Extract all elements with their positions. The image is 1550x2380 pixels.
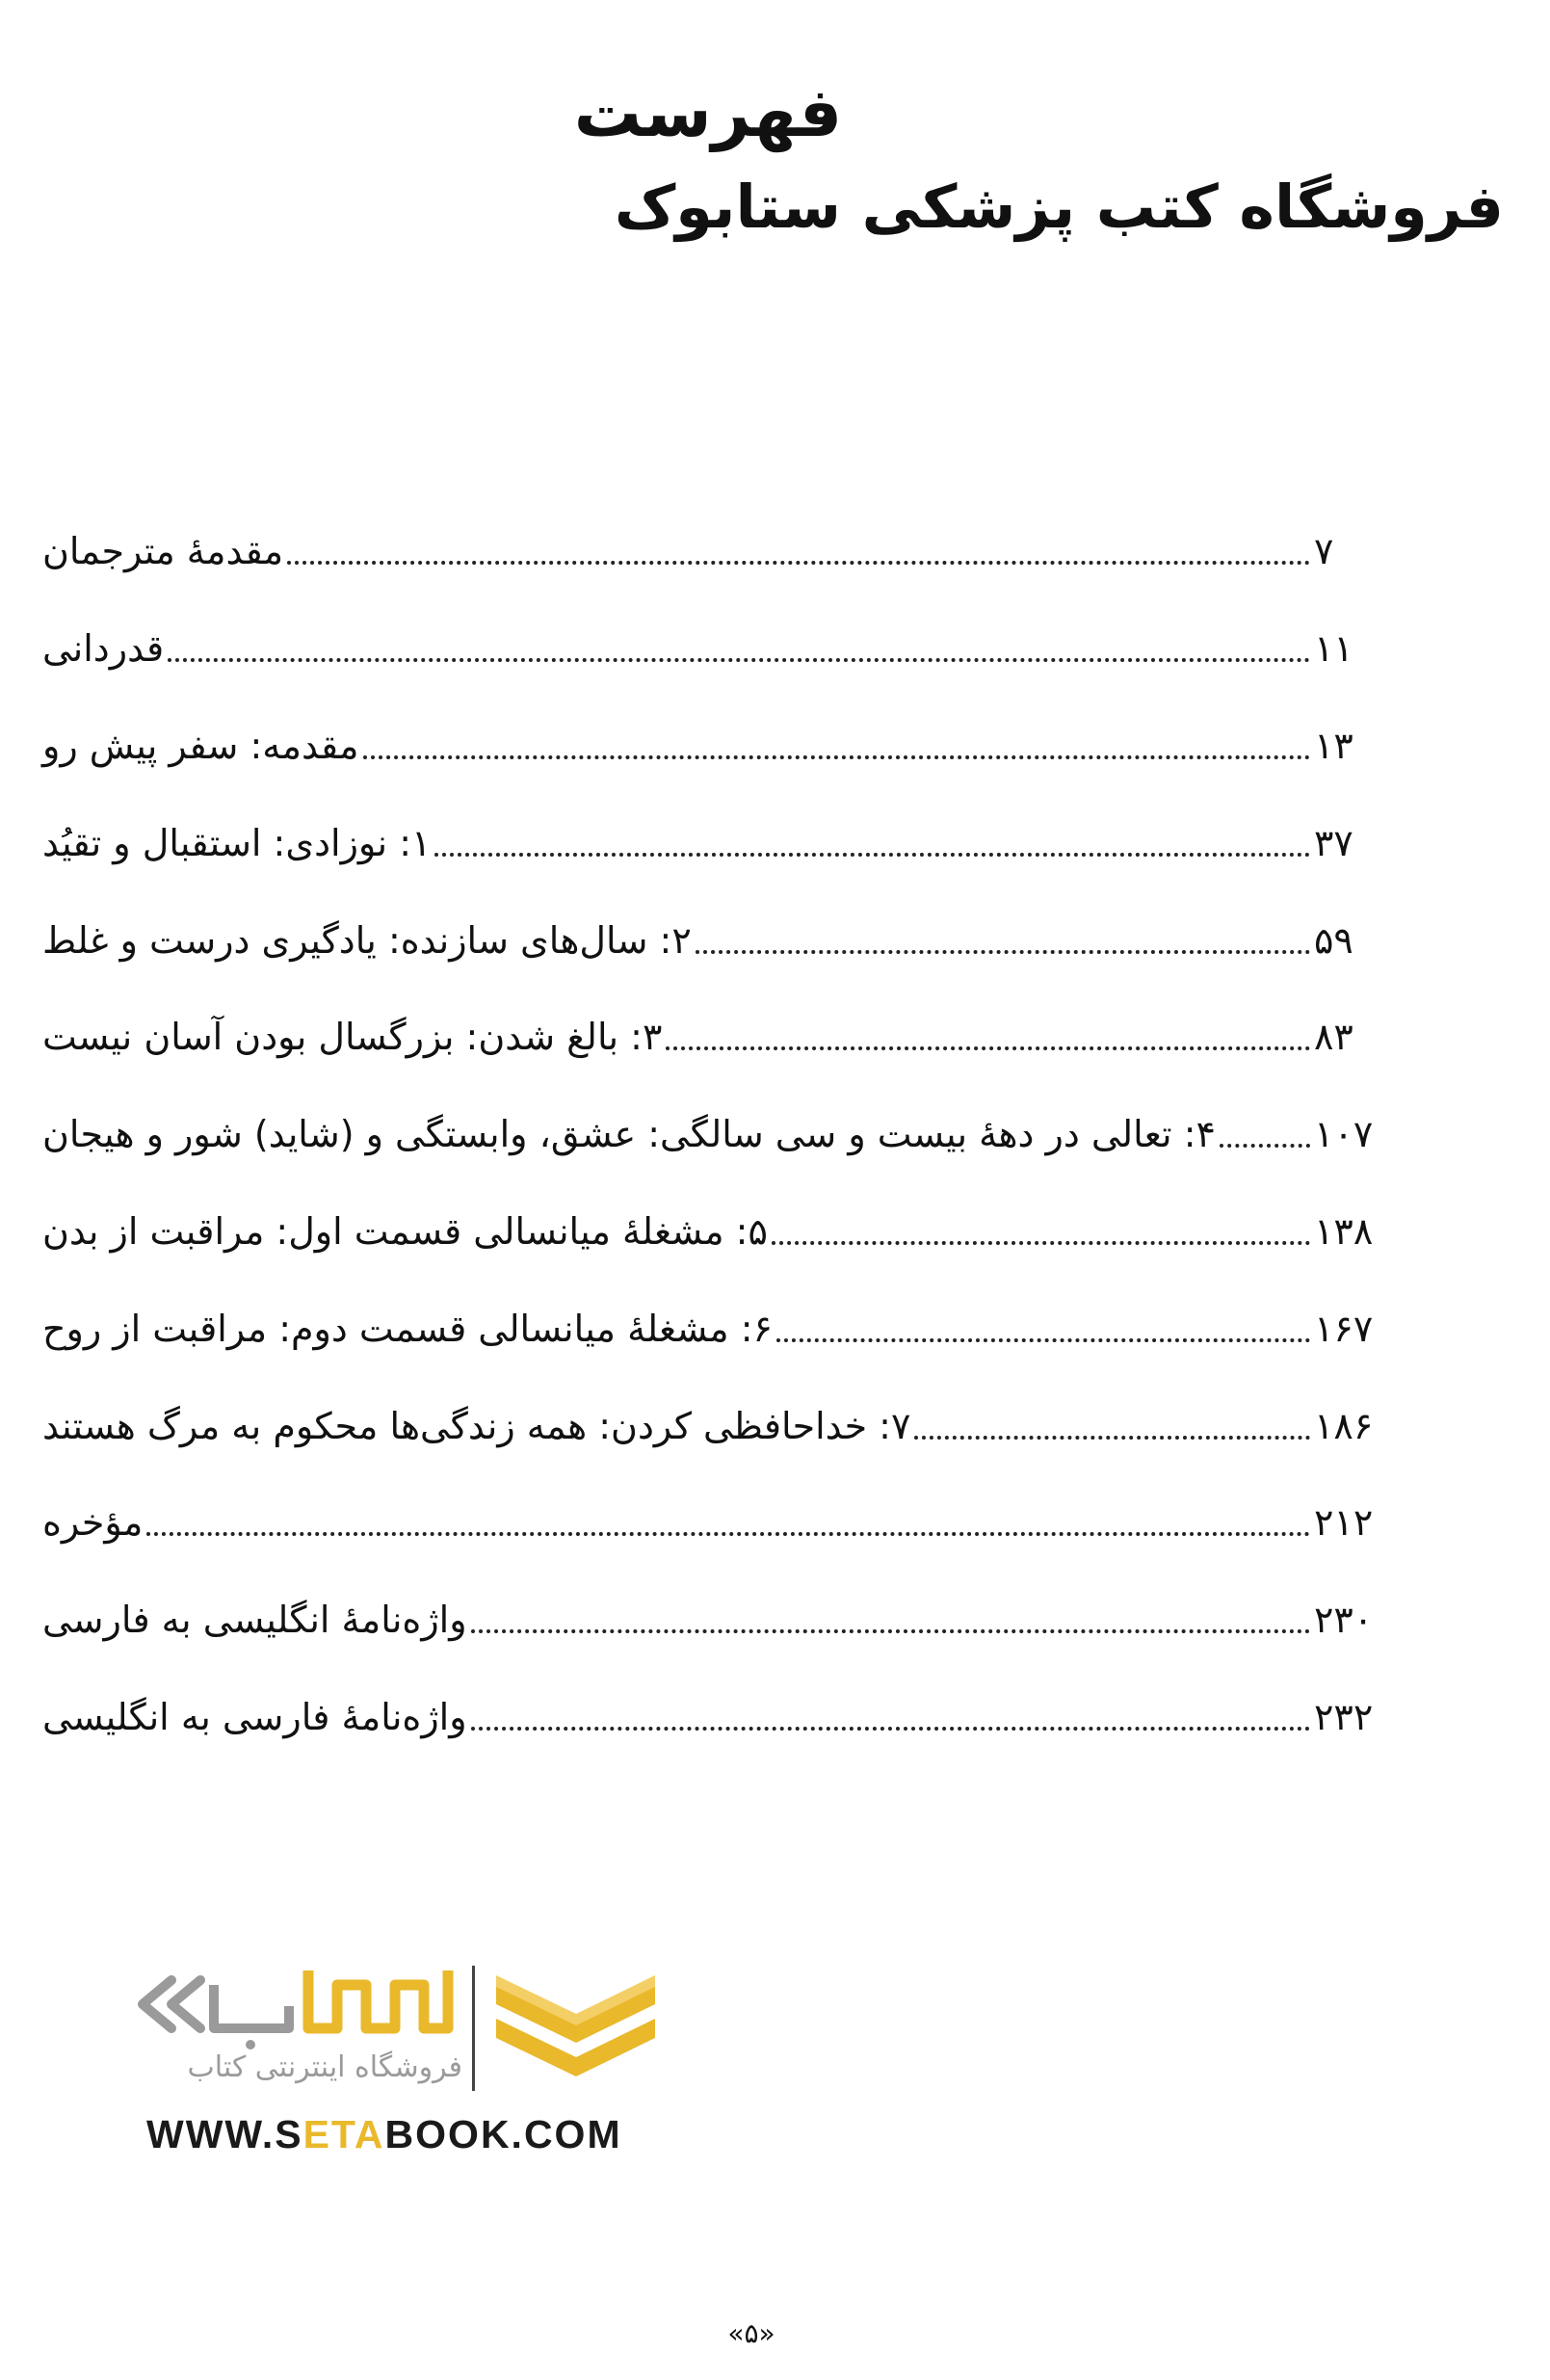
toc-leader-dots: [696, 950, 1310, 954]
toc-row[interactable]: [37, 989, 1385, 1086]
toc-entry-page: ۵۹: [1314, 918, 1353, 962]
toc-entry-title: واژه‌نامۀ فارسی به انگلیسی: [42, 1695, 467, 1738]
toc-entry-page: ۷: [1314, 530, 1334, 573]
toc-entry-page: ۲۱۲: [1314, 1501, 1374, 1545]
logo-divider: [472, 1966, 475, 2091]
toc-row[interactable]: [37, 1572, 1385, 1669]
toc-row[interactable]: [37, 794, 1385, 891]
toc-row[interactable]: [37, 600, 1385, 698]
page-title: فهرست: [573, 73, 843, 152]
toc-entry-title: ۳: بالغ شدن: بزرگسال بودن آسان نیست: [42, 1016, 663, 1059]
toc-entry-title: ۵: مشغلۀ میانسالی قسمت اول: مراقبت از بدن: [42, 1209, 768, 1253]
toc-entry-page: ۳۷: [1314, 821, 1353, 864]
toc-entry-title: ۱: نوزادی: استقبال و تقیُد: [42, 821, 432, 864]
toc-entry-page: ۱۸۶: [1314, 1404, 1374, 1447]
toc-entry-title: واژه‌نامۀ انگلیسی به فارسی: [42, 1599, 467, 1642]
toc-leader-dots: [287, 561, 1310, 565]
logo-tagline: فروشگاه اینترنتی کتاب: [187, 2050, 462, 2084]
toc-leader-dots: [776, 1338, 1310, 1342]
logo-url-highlight: ETA: [302, 2112, 385, 2156]
toc-entry-title: ۷: خداحافظی کردن: همه زندگی‌ها محکوم به مرگ هستند: [42, 1404, 911, 1447]
toc-entry-title: ۲: سال‌های سازنده: یادگیری درست و غلط: [42, 918, 692, 962]
book-chevron-icon: [491, 1966, 660, 2091]
toc-entry-title: مقدمۀ مترجمان: [42, 530, 284, 573]
page-number: «۵»: [727, 2317, 775, 2349]
toc-leader-dots: [471, 1629, 1310, 1633]
toc-row[interactable]: [37, 503, 1385, 600]
toc-leader-dots: [146, 1532, 1310, 1536]
toc-leader-dots: [434, 853, 1310, 857]
toc-row[interactable]: [37, 698, 1385, 795]
toc-leader-dots: [772, 1241, 1310, 1245]
toc-row[interactable]: [37, 1474, 1385, 1572]
toc-entry-page: ۱۳: [1314, 724, 1353, 767]
toc-entry-page: ۱۶۷: [1314, 1307, 1374, 1350]
toc-leader-dots: [1220, 1144, 1310, 1148]
setabook-wordmark-icon: [125, 1956, 462, 2052]
toc-row[interactable]: [37, 1086, 1385, 1183]
logo-url-part: WWW.S: [146, 2112, 303, 2156]
toc-leader-dots: [914, 1436, 1310, 1440]
toc-row[interactable]: [37, 1280, 1385, 1377]
toc-entry-title: ۶: مشغلۀ میانسالی قسمت دوم: مراقبت از روح: [42, 1307, 773, 1350]
table-of-contents: [37, 503, 1385, 1765]
toc-row[interactable]: [37, 891, 1385, 989]
toc-entry-page: ۲۳۰: [1314, 1599, 1374, 1642]
toc-entry-page: ۱۳۸: [1314, 1209, 1374, 1253]
toc-leader-dots: [471, 1727, 1310, 1731]
toc-entry-title: قدردانی: [42, 627, 165, 671]
toc-row[interactable]: [37, 1377, 1385, 1474]
toc-entry-page: ۸۳: [1314, 1016, 1353, 1059]
setabook-logo: [125, 1946, 665, 2178]
toc-row[interactable]: [37, 1669, 1385, 1766]
toc-entry-title: ۴: تعالی در دهۀ بیست و سی سالگی: عشق، وابستگی و (شاید) شور و هیجان: [42, 1113, 1216, 1156]
toc-entry-page: ۱۰۷: [1314, 1113, 1374, 1156]
logo-url-part: BOOK.COM: [384, 2112, 622, 2156]
toc-entry-page: ۱۱: [1314, 627, 1353, 671]
toc-row[interactable]: [37, 1183, 1385, 1281]
toc-entry-title: مقدمه: سفر پیش رو: [42, 724, 359, 767]
toc-leader-dots: [168, 658, 1310, 662]
toc-leader-dots: [666, 1046, 1310, 1050]
toc-entry-page: ۲۳۲: [1314, 1695, 1374, 1738]
logo-url: [146, 2112, 622, 2157]
toc-entry-title: مؤخره: [42, 1501, 144, 1545]
toc-leader-dots: [363, 755, 1310, 759]
store-title: فروشگاه کتب پزشکی ستابوک: [614, 172, 1504, 242]
